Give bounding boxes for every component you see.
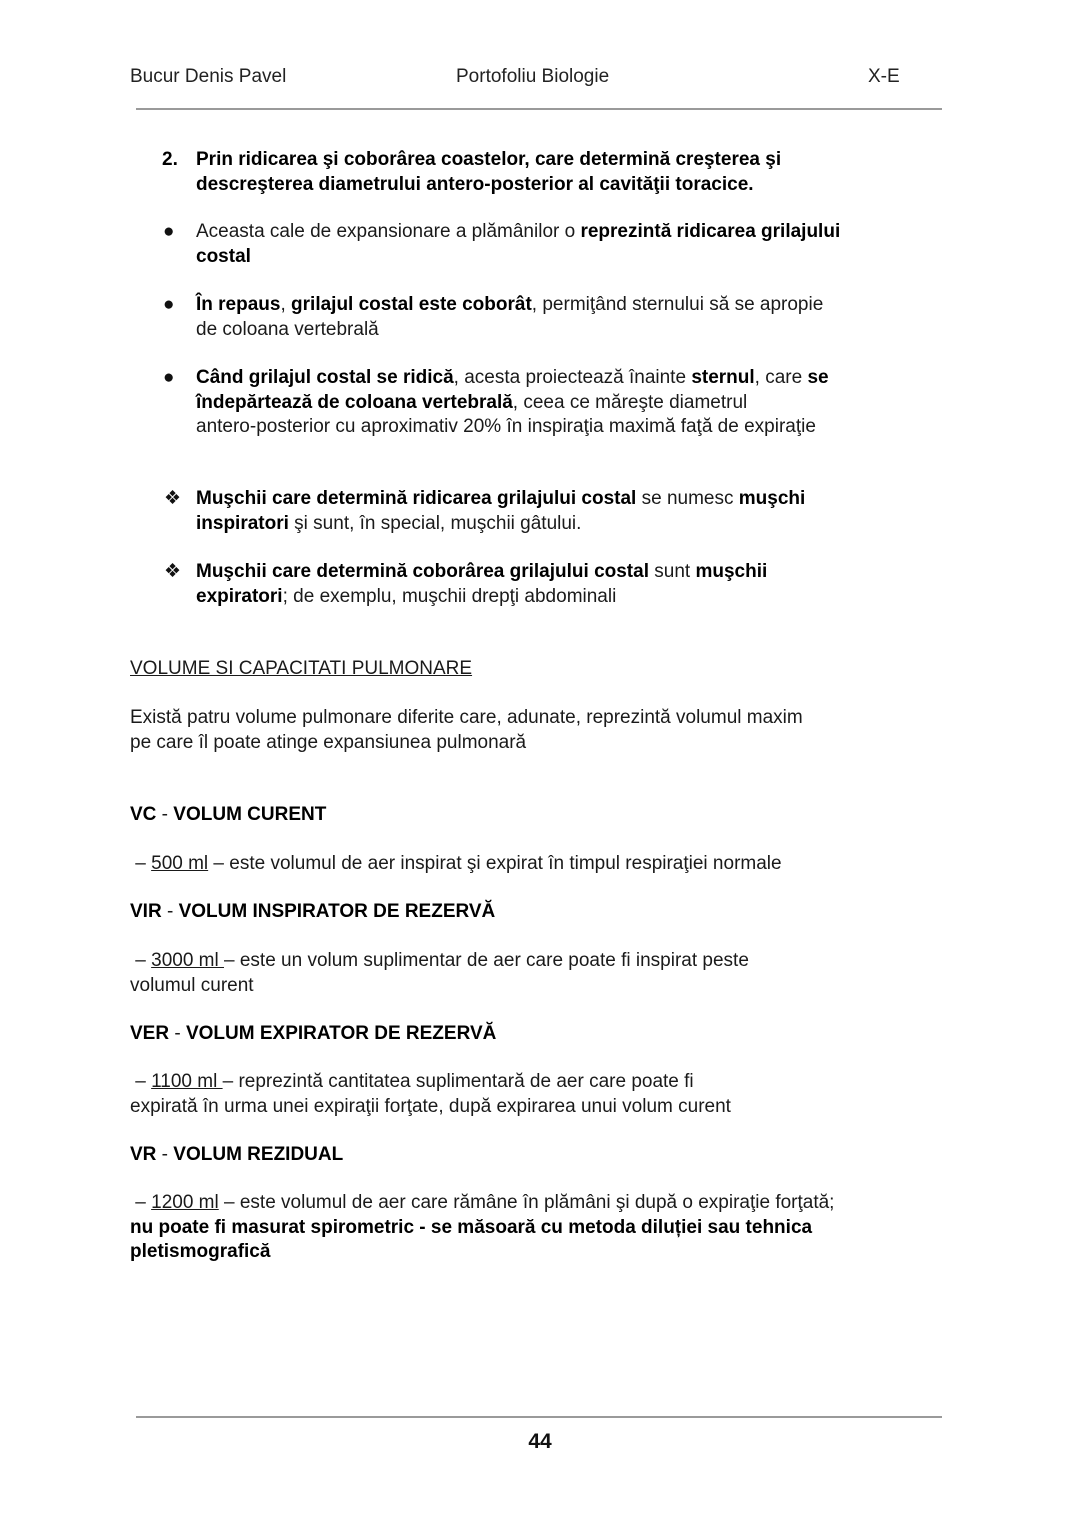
paragraph [196, 293, 823, 342]
text-line [130, 1216, 834, 1241]
text: – reprezintă cantitatea suplimentară de aer care poate fi [222, 1071, 694, 1092]
bold-text: pletismografică [130, 1241, 271, 1262]
text-line [196, 512, 805, 537]
text: şi sunt, în special, muşchii gâtului. [288, 512, 582, 534]
header-title: Portofoliu Biologie [456, 66, 610, 87]
text: - [161, 901, 179, 922]
text-line [130, 1070, 731, 1095]
bold-text: costal [196, 245, 251, 267]
text: , acesta proiectează înainte [453, 367, 692, 388]
text: – este volumul de aer care rămâne în plămâni şi după o expiraţie forţată; [218, 1192, 835, 1213]
text: - [156, 804, 174, 825]
text-line [130, 852, 782, 877]
text: - [156, 1144, 174, 1165]
bold-text: Prin ridicarea şi coborârea coastelor, care determină creşterea şi [196, 149, 782, 170]
bold-text: expiratori [196, 585, 283, 607]
text-line [130, 949, 749, 974]
bold-text: muşchi [738, 488, 806, 509]
paragraph [130, 1191, 834, 1265]
bold-text: grilajul costal este coborât [291, 294, 532, 315]
paragraph [196, 148, 781, 197]
diamond-bullet-icon: ❖ [164, 561, 182, 582]
bold-text: VIR [130, 901, 162, 922]
page-number: 44 [528, 1430, 552, 1453]
underlined-text: 3000 ml [151, 950, 224, 971]
bold-text: îndepărtează de coloana vertebrală [196, 391, 513, 413]
text-line [196, 318, 823, 343]
text-line [130, 1143, 343, 1168]
footer-divider [136, 1416, 942, 1418]
text: expirată în urma unei expiraţii forţate, după expirarea unui volum curent [130, 1095, 731, 1117]
text: , ceea ce măreşte diametrul [512, 391, 748, 413]
text: sunt [649, 561, 696, 582]
paragraph [130, 900, 495, 925]
bold-text: Muşchii care determină coborârea grilajului costal [196, 561, 649, 582]
text-line [130, 1022, 496, 1047]
text: volumul curent [130, 974, 254, 996]
diamond-bullet-icon: ❖ [164, 488, 182, 509]
text: antero-posterior cu aproximativ 20% în inspiraţia maximă faţă de expiraţie [196, 416, 816, 437]
bold-text: reprezintă ridicarea grilajului [580, 221, 841, 242]
bold-text: VR [130, 1144, 157, 1165]
paragraph [130, 706, 803, 755]
text-line [196, 220, 840, 245]
underlined-text: VOLUME SI CAPACITATI PULMONARE [130, 658, 473, 679]
paragraph [130, 657, 472, 682]
text: – [130, 950, 152, 971]
bold-text: nu poate fi masurat spirometric - se măsoară cu metoda diluției sau tehnica [130, 1216, 813, 1238]
header-class: X-E [868, 66, 900, 87]
bold-text: VOLUM INSPIRATOR DE REZERVĂ [178, 901, 496, 922]
text: , permiţând sternului să se apropie [531, 294, 824, 315]
paragraph [130, 852, 782, 877]
text: - [169, 1023, 186, 1044]
text-line [196, 585, 767, 610]
bold-text: VOLUM REZIDUAL [173, 1144, 344, 1165]
bold-text: sternul [691, 367, 755, 388]
text: ; de exemplu, muşchii drepţi abdominali [282, 585, 617, 607]
text: – este un volum suplimentar de aer care poate fi inspirat peste [224, 950, 749, 971]
text-line [130, 974, 749, 999]
paragraph [130, 803, 326, 828]
text-line [130, 900, 495, 925]
paragraph [196, 366, 829, 440]
text: – [130, 1192, 152, 1213]
text-line [196, 487, 805, 512]
bold-text: VOLUM CURENT [173, 804, 327, 825]
text-line [196, 245, 840, 270]
text: se numesc [636, 488, 739, 509]
bold-text: Când grilajul costal se ridică [196, 367, 454, 388]
text-line [196, 148, 781, 173]
underlined-text: 1100 ml [151, 1071, 223, 1092]
text: – este volumul de aer inspirat şi expirat în timpul respiraţiei normale [208, 853, 782, 874]
paragraph [196, 560, 767, 609]
text-line [130, 1191, 834, 1216]
header-author: Bucur Denis Pavel [130, 66, 287, 87]
bold-text: se [807, 367, 829, 388]
paragraph [130, 1070, 731, 1119]
text-line [196, 415, 829, 440]
bold-text: muşchii [695, 561, 768, 582]
text: pe care îl poate atinge expansiunea pulmonară [130, 731, 527, 753]
bold-text: VOLUM EXPIRATOR DE REZERVĂ [185, 1023, 497, 1044]
paragraph [130, 1143, 343, 1168]
bold-text: VER [130, 1023, 170, 1044]
bullet-icon: ● [163, 367, 175, 388]
text: – [130, 1071, 152, 1092]
text-line [196, 173, 781, 198]
text: , care [754, 367, 808, 388]
text-line [130, 1240, 834, 1265]
bold-text: inspiratori [196, 512, 289, 534]
text-line [196, 293, 823, 318]
text-line [130, 731, 803, 756]
text-line [130, 706, 803, 731]
text: Aceasta cale de expansionare a plămânilor o [196, 221, 581, 242]
text: , [280, 294, 292, 315]
text: – [130, 853, 152, 874]
text-line [196, 560, 767, 585]
header-divider [136, 108, 942, 110]
bold-text: VC [130, 804, 157, 825]
text-line [196, 366, 829, 391]
bullet-icon: ● [163, 221, 175, 242]
underlined-text: 500 ml [151, 853, 209, 874]
paragraph [196, 487, 805, 536]
list-number: 2. [162, 149, 178, 170]
text-line [196, 391, 829, 416]
paragraph [196, 220, 840, 269]
bold-text: descreşterea diametrului antero-posterior al cavităţii toracice. [196, 173, 754, 195]
paragraph [130, 949, 749, 998]
bullet-icon: ● [163, 294, 175, 315]
text-line [130, 657, 472, 682]
text-line [130, 803, 326, 828]
text: de coloana vertebrală [196, 318, 379, 340]
text-line [130, 1095, 731, 1120]
bold-text: În repaus [196, 294, 281, 315]
bold-text: Muşchii care determină ridicarea grilajului costal [196, 488, 637, 509]
underlined-text: 1200 ml [151, 1192, 219, 1213]
paragraph [130, 1022, 496, 1047]
text: Există patru volume pulmonare diferite care, adunate, reprezintă volumul maxim [130, 707, 803, 728]
